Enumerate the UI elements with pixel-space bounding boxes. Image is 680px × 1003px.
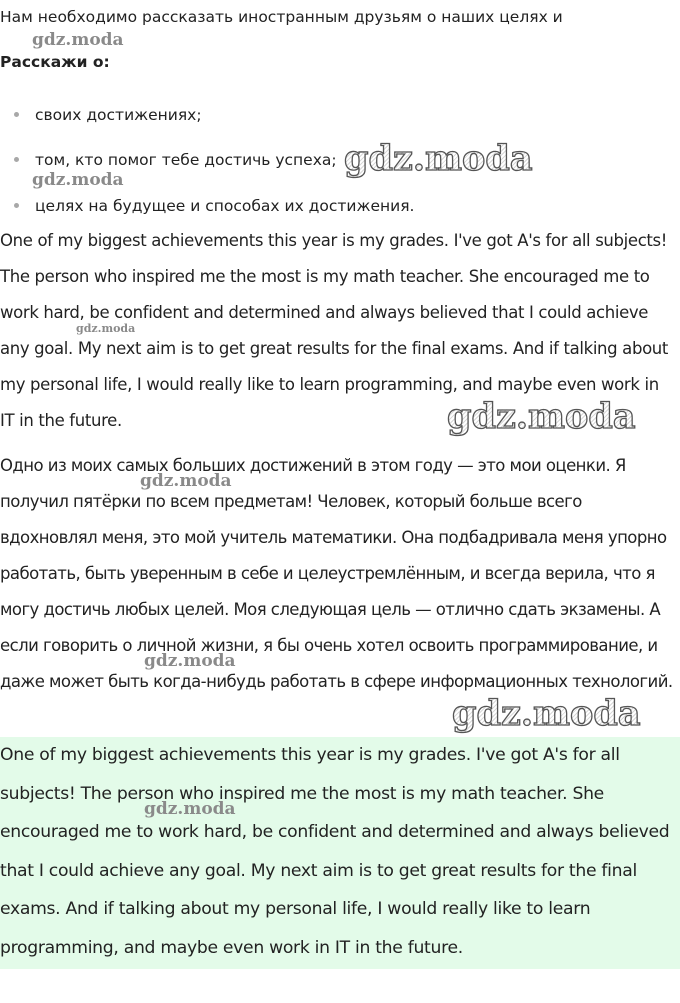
watermark-logo: gdz.moda (32, 170, 124, 190)
bullet-item-helper (14, 149, 337, 171)
answer-final-paragraph: One of my biggest achievements this year is my grades. I've got A's for all subjects! The person who inspired me the most is my math teacher. She encouraged me to work hard, be confident and determined and always believed that I could achieve any goal. My next aim is to get great results for the final exams. And if talking about my personal life, I would really like to learn programming, and maybe even work in IT in the future. (0, 745, 670, 958)
watermark-logo: gdz.moda (344, 138, 533, 179)
bullet-text: целях на будущее и способах их достижения. (35, 197, 415, 215)
bullet-text: своих достижениях; (35, 106, 202, 124)
watermark-logo: gdz.moda (144, 799, 236, 819)
bullet-dot-icon (14, 203, 19, 208)
watermark-logo: gdz.moda (447, 396, 636, 437)
bullet-dot-icon (14, 112, 19, 117)
answer-russian-paragraph: Одно из моих самых больших достижений в этом году — это мои оценки. Я получил пятёрки по всем предметам! Человек, который больше всего вдохновлял меня, это мой учитель математики. Она подбадривала меня упорно работать, быть уверенным в себе и целеустремлённым, и всегда верила, что я могу достичь любых целей. Моя следующая цель — отлично сдать экзамены. А если говорить о личной жизни, я бы очень хотел освоить программирование, и даже может быть когда-нибудь работать в сфере информационных технологий. (0, 456, 673, 691)
watermark-logo: gdz.moda (144, 651, 236, 671)
bullet-text: том, кто помог тебе достичь успеха; (35, 151, 337, 169)
watermark-logo: gdz.moda (452, 693, 641, 734)
watermark-logo: gdz.moda (76, 322, 136, 335)
watermark-logo: gdz.moda (140, 471, 232, 491)
task-intro: Нам необходимо рассказать иностранным друзьям о наших целях и (0, 8, 563, 26)
bullet-item-achievements (14, 104, 202, 126)
task-heading: Расскажи о: (0, 53, 110, 71)
watermark-logo: gdz.moda (32, 30, 124, 50)
answer-english-paragraph: One of my biggest achievements this year is my grades. I've got A's for all subjects! The person who inspired me the most is my math teacher. She encouraged me to work hard, be confident and determined and always believed that I could achieve any goal. My next aim is to get great results for the final exams. And if talking about my personal life, I would really like to learn programming, and maybe even work in IT in the future. (0, 231, 669, 430)
bullet-dot-icon (14, 157, 19, 162)
bullet-item-goals (14, 195, 414, 217)
